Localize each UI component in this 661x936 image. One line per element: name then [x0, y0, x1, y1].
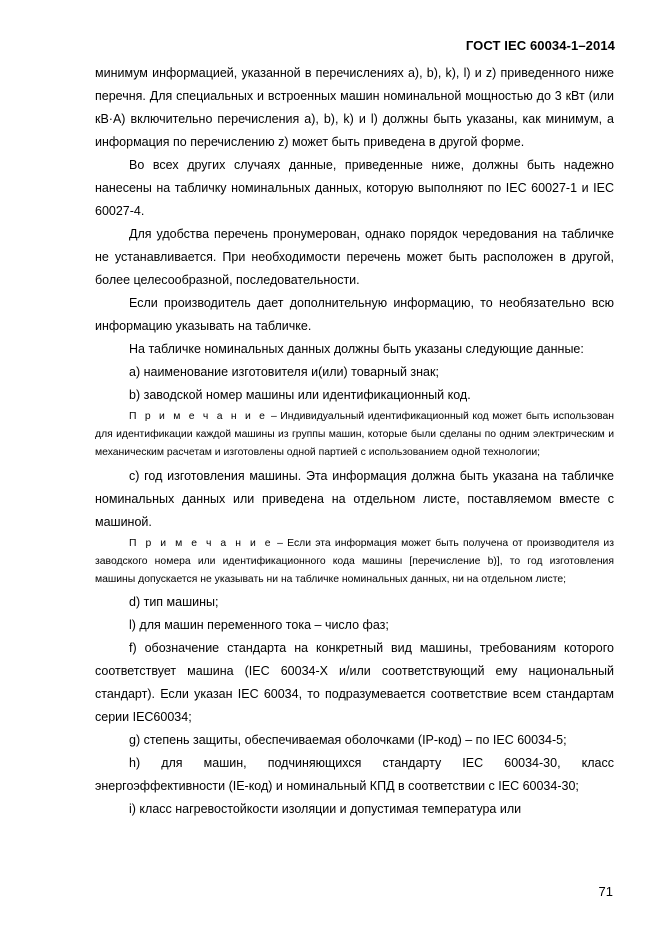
list-item-b: b) заводской номер машины или идентификационный код. — [129, 388, 471, 402]
note-label: П р и м е ч а н и е — [129, 411, 268, 422]
list-item-f: f) обозначение стандарта на конкретный вид машины, требованиям которого соответствует машина (IEC 60034-X и/или соответствующий ему национальный стандарт). Если указан IEC 60034, то подразумевается соответствие всем стандартам серии IEC60034; — [95, 641, 614, 725]
page-number: 71 — [598, 884, 613, 899]
paragraph-order: Для удобства перечень пронумерован, однако порядок чередования на табличке не устанавливается. При необходимости перечень может быть расположен в другой, более целесообразной, последовательности. — [95, 227, 614, 287]
document-body — [95, 62, 614, 821]
note-text: – Индивидуальный идентификационный код может быть использован для идентификации каждой машины из группы машин, которые были сделаны по одним электрическим и механическим расчетам и изготовлены одной партией с использованием одной технологии; — [95, 411, 614, 459]
note-text: – Если эта информация может быть получена от производителя из заводского номера или идентификационного кода машины [перечисление b)], то год изготовления машины допускается не указывать ни на табличке номинальных данных, ни на отдельном листе; — [95, 537, 614, 586]
paragraph-continuation: минимум информацией, указанной в перечислениях а), b), k), l) и z) приведенного ниже перечня. Для специальных и встроенных машин номинальной мощностью до 3 кВт (или кВ·А) включительно перечисления а), b), k) и l) должны быть указаны, как минимум, а информация по перечислению z) может быть приведена в другой форме. — [95, 66, 614, 149]
list-item-h: h) для машин, подчиняющихся стандарту IEC 60034-30, класс энергоэффективности (IE-код) и номинальный КПД в соответствии с IEC 60034-30; — [95, 756, 614, 794]
note-label: П р и м е ч а н и е — [129, 537, 273, 549]
list-item-l: l) для машин переменного тока – число фаз; — [129, 618, 389, 633]
list-item-i: i) класс нагревостойкости изоляции и допустимая температура или — [129, 802, 522, 817]
document-header: ГОСТ IEC 60034-1–2014 — [465, 38, 615, 53]
paragraph-other-cases: Во всех других случаях данные, приведенные ниже, должны быть надежно нанесены на табличку номинальных данных, которую выполняют по IEC 60027-1 и IEC 60027-4. — [95, 158, 614, 218]
note-manufacture-year — [95, 534, 614, 592]
note-identification-code — [95, 407, 614, 465]
list-item-g: g) степень защиты, обеспечиваемая оболочками (IP-код) – по IEC 60034-5; — [129, 733, 567, 748]
paragraph-additional-info: Если производитель дает дополнительную информацию, то необязательно всю информацию указывать на табличке. — [95, 296, 614, 333]
list-item-d: d) тип машины; — [129, 595, 219, 610]
list-item-c: c) год изготовления машины. Эта информация должна быть указана на табличке номинальных данных или приведена на отдельном листе, поставляемом вместе с машиной. — [95, 468, 614, 529]
list-item-a: a) наименование изготовителя и(или) товарный знак; — [129, 365, 439, 379]
paragraph-list-intro: На табличке номинальных данных должны быть указаны следующие данные: — [129, 342, 584, 356]
